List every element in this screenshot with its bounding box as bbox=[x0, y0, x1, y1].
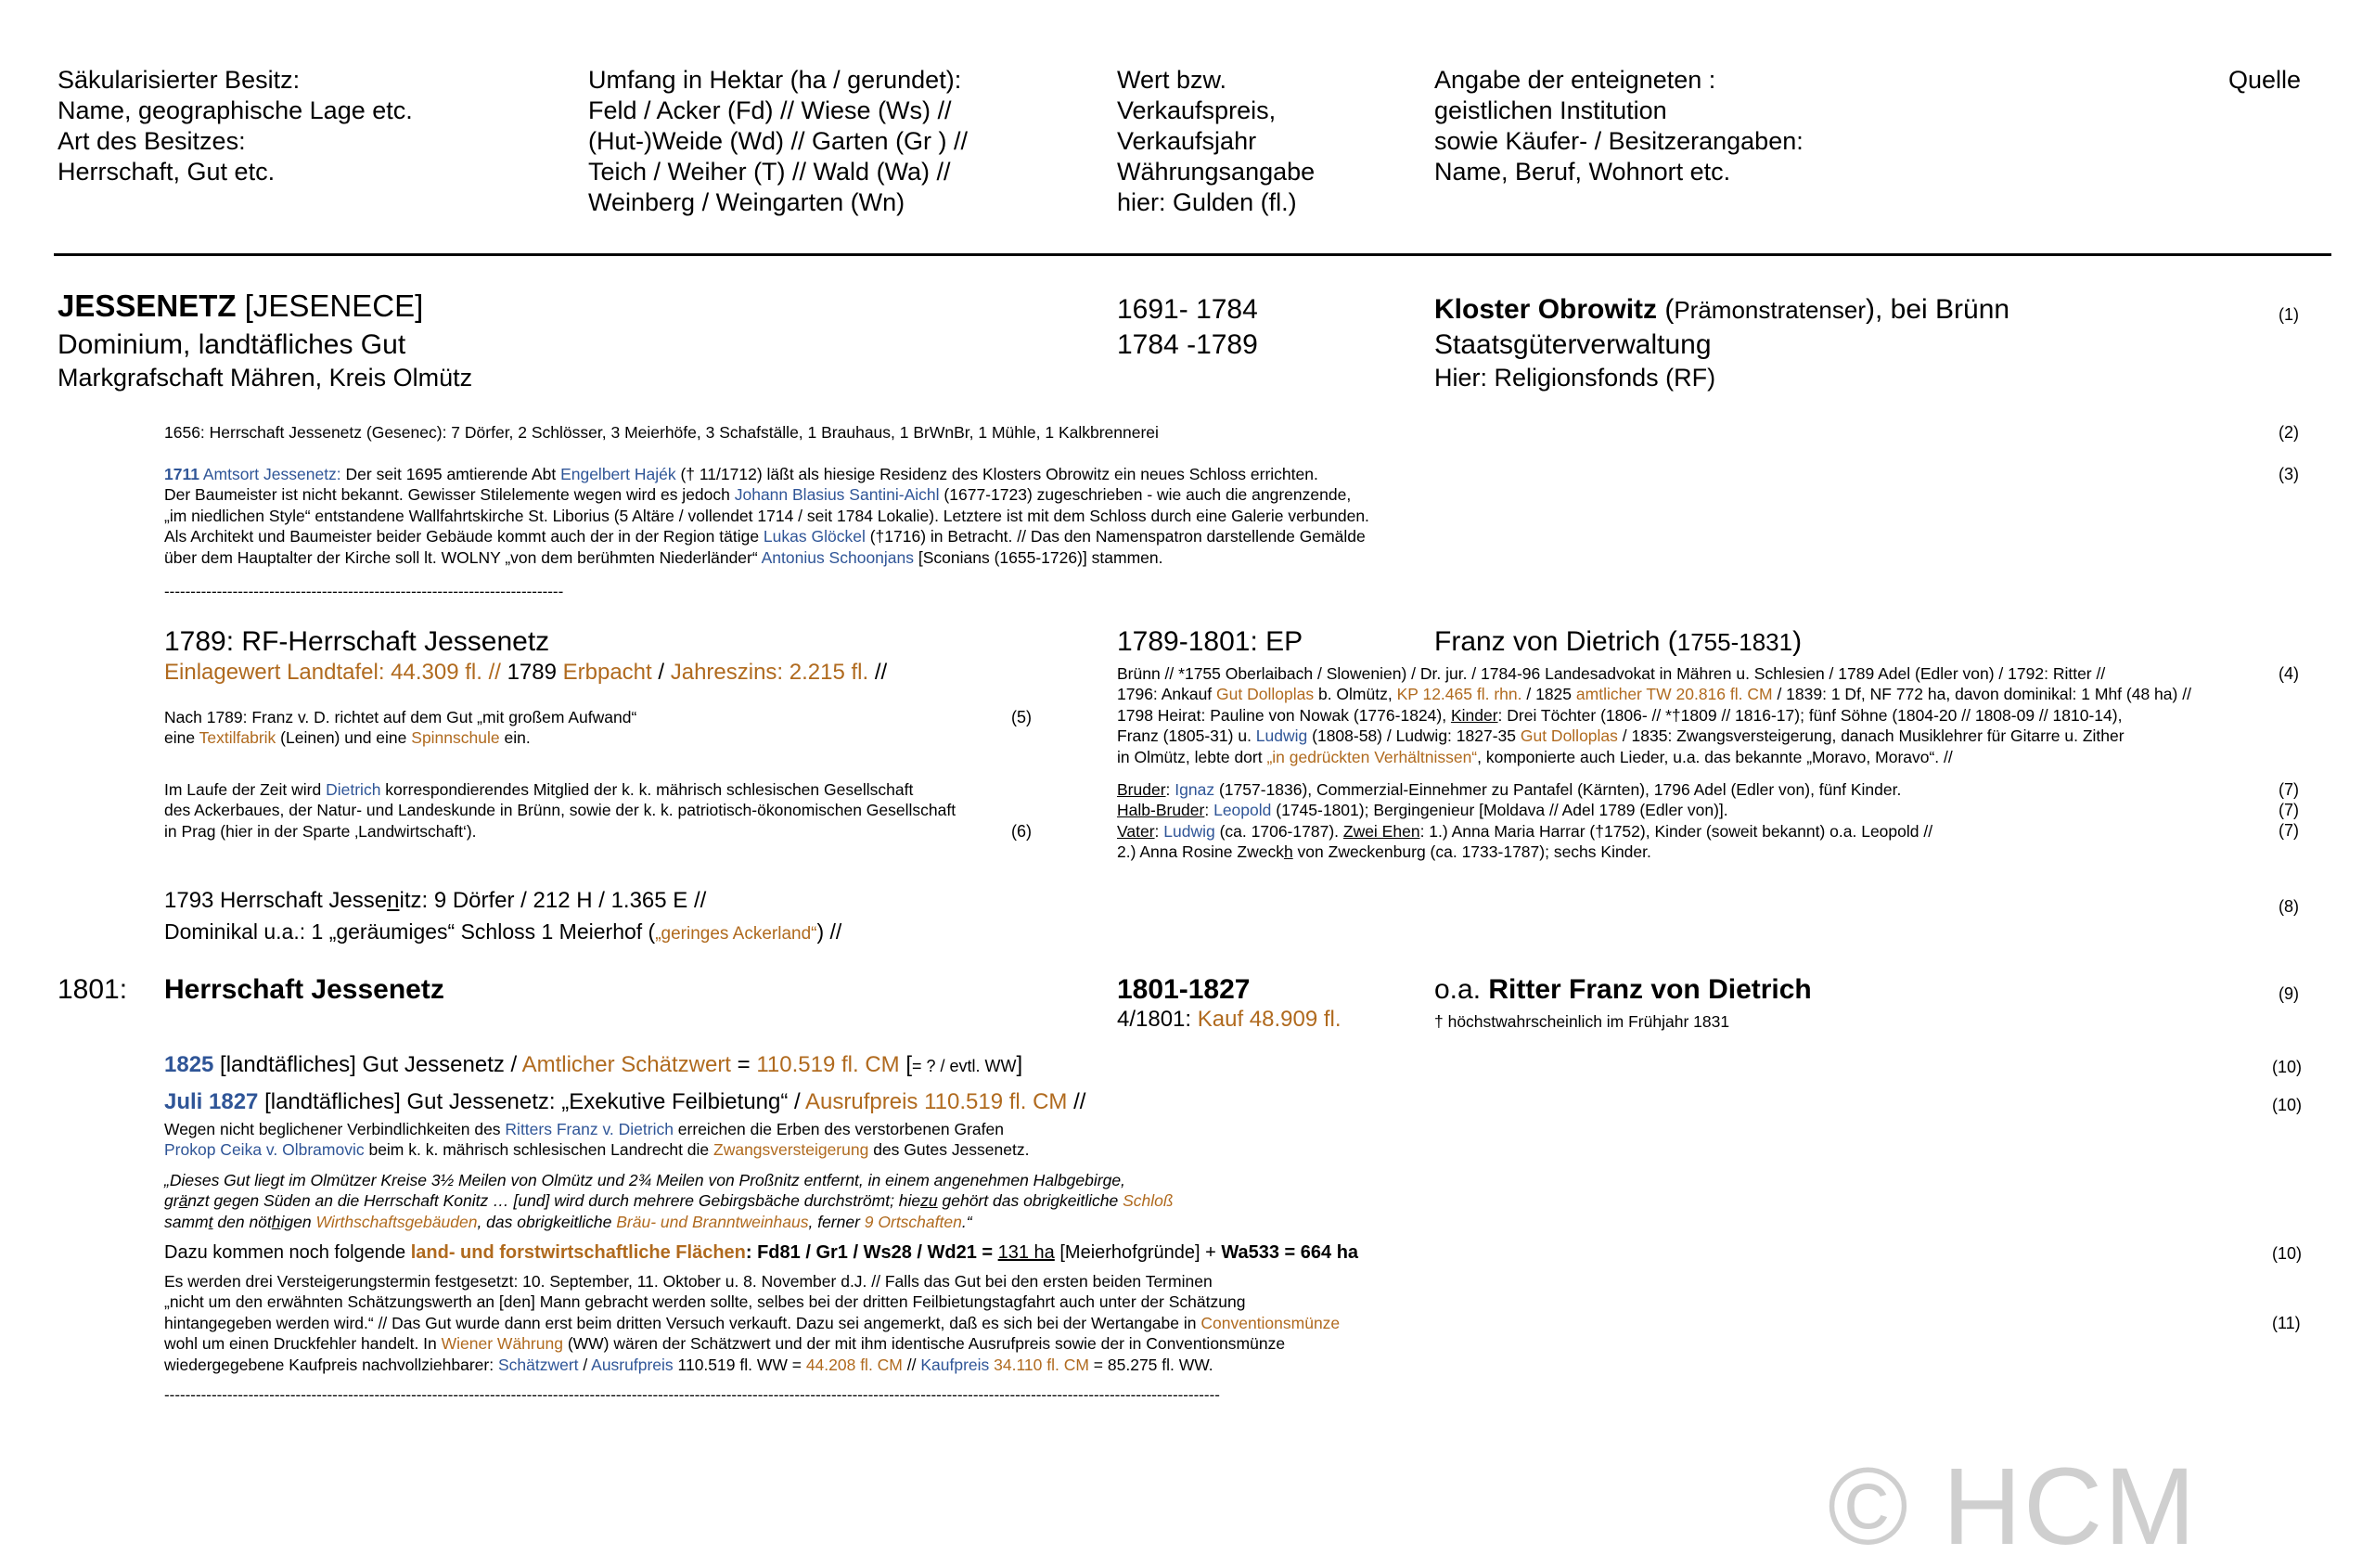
header-line: (Hut-)Weide (Wd) // Garten (Gr ) // bbox=[588, 127, 969, 155]
text: t bbox=[208, 1212, 213, 1231]
section-title-1801: Herrschaft Jessenetz bbox=[164, 974, 444, 1005]
value: Amtlicher Schätzwert bbox=[521, 1052, 731, 1077]
text: wohl um einen Druckfehler handelt. In bbox=[164, 1334, 442, 1354]
header-divider bbox=[54, 253, 2331, 256]
source-ref: (5) bbox=[1011, 708, 1032, 726]
header-line: hier: Gulden (fl.) bbox=[1117, 188, 1297, 216]
value: Conventionsmünze bbox=[1200, 1313, 1341, 1332]
owner-1801 bbox=[1434, 972, 1812, 1008]
source-ref: (7) bbox=[2279, 821, 2299, 840]
text: samm bbox=[164, 1212, 209, 1231]
header-line: Herrschaft, Gut etc. bbox=[58, 158, 276, 186]
institution-name: Kloster Obrowitz bbox=[1434, 294, 1658, 325]
value: 9 Ortschaften bbox=[864, 1212, 962, 1231]
text: ( bbox=[1657, 294, 1675, 325]
owner-1789 bbox=[1434, 624, 1802, 660]
value: Zwangsversteigerung bbox=[713, 1140, 869, 1160]
land-areas bbox=[164, 1240, 1358, 1265]
institution-order: Prämonstratenser bbox=[1674, 296, 1866, 324]
person-name: Ritters Franz v. Dietrich bbox=[505, 1120, 674, 1138]
text: 110.519 fl. WW = bbox=[673, 1355, 806, 1374]
text: = 85.275 fl. WW. bbox=[1088, 1355, 1213, 1374]
text: gr bbox=[164, 1191, 179, 1211]
header-line: Name, geographische Lage etc. bbox=[58, 96, 413, 124]
purchase-1801 bbox=[1117, 1006, 1342, 1034]
person-name: Johann Blasius Santini-Aichl bbox=[734, 485, 940, 505]
text: „nicht um den erwähnten Schätzungswerth an [den] Mann gebracht werden sollte, selbes bei der dritten Feilbietungstagfahrt auch unter der Schätzung bbox=[164, 1292, 1246, 1312]
year: 1711 bbox=[164, 465, 199, 483]
text: ), bei Brünn bbox=[1866, 294, 2010, 325]
text: : bbox=[1204, 801, 1214, 820]
owner-biography bbox=[1117, 663, 2191, 767]
text: Halb-Bruder bbox=[1117, 801, 1205, 820]
text: h bbox=[1283, 842, 1293, 862]
copyright-watermark: © HCM bbox=[1828, 1446, 2198, 1568]
text: : Drei Töchter (1806- // *†1809 // 1816-17); fünf Söhne (1804-20 // 1808-09 // 1810-14), bbox=[1497, 705, 2123, 725]
text: „Dieses Gut liegt im Olmützer Kreise 3½ Meilen von Olmütz und 2¾ Meilen von Proßnitz entfernt, in einem angenehmen Halbgebirge, bbox=[164, 1171, 1125, 1189]
text: n bbox=[387, 888, 400, 913]
period-1: 1691- 1784 bbox=[1117, 294, 1258, 325]
text: / bbox=[578, 1355, 592, 1374]
header-line: Verkaufspreis, bbox=[1117, 96, 1277, 124]
text: [landtäfliches] Gut Jessenetz: „Exekutive Feilbietung“ / bbox=[258, 1089, 806, 1114]
text: Brünn // *1755 Oberlaibach / Slowenien) / Dr. jur. / 1784-96 Landesadvokat in Mähren u. Schlesien / 1789 Adel (Edler von) / 1792: Ritter // bbox=[1117, 664, 2106, 683]
separator-dashes: --------------------------------------------------------------------------------------------------------------------------------------------------------------------------------------------------------- bbox=[164, 1386, 1220, 1404]
text: / 1835: Zwangsversteigerung, danach Musiklehrer für Gitarre u. Zither bbox=[1617, 726, 2125, 746]
estate-type: Dominium, landtäfliches Gut bbox=[58, 329, 406, 360]
source-ref: (3) bbox=[2279, 465, 2299, 483]
text: des Ackerbaues, der Natur- und Landeskunde in Brünn, sowie der k. k. patriotisch-ökonomischen Gesellschaft bbox=[164, 801, 956, 820]
text: des Gutes Jessenetz. bbox=[868, 1140, 1030, 1160]
text: Franz (1805-31) u. bbox=[1117, 726, 1256, 746]
separator-dashes: ---------------------------------------------------------------------------- bbox=[164, 583, 564, 600]
value: Schloß bbox=[1123, 1191, 1174, 1211]
value: Kaufpreis bbox=[920, 1355, 990, 1374]
text: Vater bbox=[1117, 821, 1155, 841]
text: (ca. 1706-1787). bbox=[1214, 821, 1343, 841]
text: : bbox=[1165, 780, 1175, 799]
header-col-quelle: Quelle bbox=[2228, 66, 2302, 94]
value: 34.110 fl. CM bbox=[994, 1355, 1089, 1374]
year: Juli 1827 bbox=[164, 1089, 259, 1114]
text: igen bbox=[280, 1212, 316, 1231]
text: ) bbox=[1792, 626, 1803, 657]
text: beim k. k. mährisch schlesischen Landrecht die bbox=[364, 1140, 714, 1160]
herrschaft-1793 bbox=[164, 887, 706, 915]
person-name: Engelbert Hajék bbox=[560, 465, 676, 483]
text: Der seit 1695 amtierende Abt bbox=[340, 465, 561, 483]
source-ref: (4) bbox=[2279, 664, 2299, 683]
text: (†1716) in Betracht. // Das den Namenspatron darstellende Gemälde bbox=[865, 527, 1366, 546]
header-line: Verkaufsjahr bbox=[1117, 127, 1257, 155]
text: 1798 Heirat: Pauline von Nowak (1776-1824), bbox=[1117, 705, 1451, 725]
text: Wegen nicht beglichener Verbindlichkeiten des bbox=[164, 1120, 506, 1138]
text: b. Olmütz, bbox=[1314, 685, 1397, 704]
text: ä bbox=[178, 1191, 188, 1211]
text: // bbox=[902, 1355, 921, 1374]
institution-1 bbox=[1434, 292, 2009, 328]
year: 1825 bbox=[164, 1052, 214, 1077]
source-ref: (8) bbox=[2279, 897, 2299, 916]
text: (Leinen) und eine bbox=[276, 728, 412, 748]
value: „geringes Ackerland“ bbox=[655, 924, 817, 944]
text: 1793 Herrschaft Jesse bbox=[164, 888, 388, 913]
text: // bbox=[1067, 1089, 1086, 1114]
text: von Zweckenburg (ca. 1733-1787); sechs Kinder. bbox=[1292, 842, 1651, 862]
text: o.a. bbox=[1434, 974, 1489, 1005]
header-line: Säkularisierter Besitz: bbox=[58, 66, 301, 94]
text: [Sconians (1655-1726)] stammen. bbox=[914, 547, 1163, 567]
text: 2.) Anna Rosine Zweck bbox=[1117, 842, 1284, 862]
header-line: Weinberg / Weingarten (Wn) bbox=[588, 188, 905, 216]
person-name: Lukas Glöckel bbox=[763, 527, 866, 546]
value: Jahreszins: 2.215 fl. bbox=[670, 660, 869, 685]
header-line: Wert bzw. bbox=[1117, 66, 1227, 94]
period-1801: 1801-1827 bbox=[1117, 974, 1251, 1005]
value: Schätzwert bbox=[497, 1355, 579, 1374]
header-line: Teich / Weiher (T) // Wald (Wa) // bbox=[588, 158, 951, 186]
text: den nöt bbox=[212, 1212, 272, 1231]
text: , ferner bbox=[808, 1212, 865, 1231]
text: (1757-1836), Commerzial-Einnehmer zu Pantafel (Kärnten), 1796 Adel (Edler von), fünf Kinder. bbox=[1214, 780, 1902, 799]
text: : bbox=[1154, 821, 1164, 841]
note-1656: 1656: Herrschaft Jessenetz (Gesenec): 7 Dörfer, 2 Schlösser, 3 Meierhöfe, 3 Schafställe, 1 Brauhaus, 1 BrWnBr, 1 Mühle, 1 Kalkbrennerei bbox=[164, 423, 1159, 442]
value: Erbpacht bbox=[562, 660, 652, 685]
text: / 1839: 1 Df, NF 772 ha, davon dominikal: 1 Mhf (48 ha) // bbox=[1772, 685, 2191, 704]
text: Es werden drei Versteigerungstermin festgesetzt: 10. September, 11. Oktober u. 8. November d.J. // Falls das Gut bei den ersten beiden Terminen bbox=[164, 1272, 1213, 1291]
header-line: Währungsangabe bbox=[1117, 158, 1316, 186]
text: „im niedlichen Style“ entstandene Wallfahrtskirche St. Liborius (5 Altäre / vollendet 1714 / seit 1784 Lokalie). Letztere ist mit dem Schloss durch eine Galerie verbunden. bbox=[164, 506, 1369, 525]
text: Franz von Dietrich ( bbox=[1434, 626, 1677, 657]
header-col-umfang bbox=[588, 65, 968, 218]
value: „in gedrückten Verhältnissen“ bbox=[1266, 747, 1478, 766]
source-ref: (7) bbox=[2279, 801, 2299, 819]
text: (1808-58) / Ludwig: 1827-35 bbox=[1307, 726, 1521, 746]
text: h bbox=[271, 1212, 281, 1231]
institution-3: Hier: Religionsfonds (RF) bbox=[1434, 364, 1716, 392]
value: Wiener Währung bbox=[441, 1334, 563, 1354]
text: 4/1801: bbox=[1117, 1007, 1198, 1032]
text: Im Laufe der Zeit wird bbox=[164, 780, 327, 799]
header-col-wert bbox=[1117, 65, 1315, 218]
line-1825 bbox=[164, 1051, 1022, 1080]
period-1789: 1789-1801: EP bbox=[1117, 626, 1303, 657]
text: Dazu kommen noch folgende bbox=[164, 1242, 411, 1263]
text: Zwei Ehen bbox=[1342, 821, 1420, 841]
person-name: Prokop Ceika v. Olbramovic bbox=[164, 1140, 365, 1160]
source-ref: (11) bbox=[2272, 1314, 2301, 1332]
text: ] bbox=[1016, 1052, 1023, 1077]
text: itz: 9 Dörfer / 212 H / 1.365 E // bbox=[399, 888, 707, 913]
text: = bbox=[730, 1052, 757, 1077]
text: [ bbox=[899, 1052, 912, 1077]
period-2: 1784 -1789 bbox=[1117, 329, 1258, 360]
text: erreichen die Erben des verstorbenen Grafen bbox=[673, 1120, 1004, 1138]
text: Dominikal u.a.: 1 „geräumiges“ Schloss 1 Meierhof ( bbox=[164, 919, 656, 944]
text: wiedergegebene Kaufpreis nachvollziehbarer: bbox=[164, 1355, 498, 1374]
text: , das obrigkeitliche bbox=[477, 1212, 617, 1231]
text: nzt gegen Süden an die Herrschaft Konitz … [und] wird durch mehrere Gebirgsbäche durchströmt; hie bbox=[187, 1191, 921, 1211]
value: land- und forstwirtschaftliche Flächen bbox=[410, 1242, 746, 1263]
text: : Fd81 / Gr1 / Ws28 / Wd21 = bbox=[745, 1242, 998, 1263]
text: korrespondierendes Mitglied der k. k. mährisch schlesischen Gesellschaft bbox=[380, 780, 914, 799]
value: 131 ha bbox=[997, 1242, 1055, 1263]
header-line: Angabe der enteigneten : bbox=[1434, 66, 1716, 94]
year-1801: 1801: bbox=[58, 974, 128, 1005]
note-1711 bbox=[164, 464, 1369, 568]
text: [landtäfliches] Gut Jessenetz / bbox=[213, 1052, 522, 1077]
text: Kinder bbox=[1450, 705, 1498, 725]
person-name: Leopold bbox=[1213, 801, 1272, 820]
header-line: Feld / Acker (Fd) // Wiese (Ws) // bbox=[588, 96, 952, 124]
text: zu bbox=[920, 1191, 938, 1211]
text: / 1825 bbox=[1521, 685, 1576, 704]
header-col-besitz bbox=[58, 65, 413, 187]
text: Der Baumeister ist nicht bekannt. Gewisser Stilelemente wegen wird es jedoch bbox=[164, 485, 735, 505]
estate-location: Markgrafschaft Mähren, Kreis Olmütz bbox=[58, 364, 473, 392]
text: (WW) wären der Schätzwert und der mit ihm identische Ausrufpreis sowie der in Conventionsmünze bbox=[562, 1334, 1286, 1354]
einlagewert-line bbox=[164, 659, 887, 687]
estate-name-czech: [JESENECE] bbox=[236, 289, 424, 323]
relatives bbox=[1117, 779, 1932, 863]
value: Ausrufpreis 110.519 fl. CM bbox=[805, 1089, 1068, 1114]
text: Nach 1789: Franz v. D. richtet auf dem Gut „mit großem Aufwand“ bbox=[164, 708, 637, 726]
text: (1677-1723) zugeschrieben - wie auch die angrenzende, bbox=[939, 485, 1352, 505]
text: hintangegeben werden wird.“ // Das Gut wurde dann erst beim dritten Versuch verkauft. Dazu sei angemerkt, daß es sich bei der Wertangabe in bbox=[164, 1313, 1201, 1332]
text: Amtsort Jessenetz: bbox=[199, 465, 341, 483]
text: [Meierhofgründe] + bbox=[1054, 1242, 1222, 1263]
auction-dates bbox=[164, 1271, 1340, 1375]
value: KP 12.465 fl. rhn. bbox=[1396, 685, 1522, 704]
source-ref: (10) bbox=[2272, 1244, 2303, 1263]
value: Gut Dolloplas bbox=[1520, 726, 1618, 746]
text: / bbox=[651, 660, 671, 685]
person-name: Ludwig bbox=[1163, 821, 1215, 841]
text: († 11/1712) läßt als hiesige Residenz des Klosters Obrowitz ein neues Schloss errichten. bbox=[675, 465, 1318, 483]
value: Bräu- und Branntweinhaus bbox=[616, 1212, 809, 1231]
value: Spinnschule bbox=[411, 728, 500, 748]
source-ref: (10) bbox=[2272, 1058, 2303, 1076]
value: Textilfabrik bbox=[199, 728, 276, 748]
value: Wirthschaftsgebäuden bbox=[315, 1212, 478, 1231]
header-col-institution bbox=[1434, 65, 1804, 187]
person-name: Dietrich bbox=[326, 780, 381, 799]
value: 44.208 fl. CM bbox=[805, 1355, 903, 1374]
source-ref: (6) bbox=[1011, 822, 1032, 841]
text: // bbox=[868, 660, 888, 685]
text: ein. bbox=[499, 728, 531, 748]
value: Ausrufpreis bbox=[591, 1355, 674, 1374]
value: Gut Dolloplas bbox=[1216, 685, 1315, 704]
source-ref: (2) bbox=[2279, 423, 2299, 442]
text: : 1.) Anna Maria Harrar (†1752), Kinder (soweit bekannt) o.a. Leopold // bbox=[1419, 821, 1933, 841]
quote-description bbox=[164, 1170, 1174, 1232]
text: , komponierte auch Lieder, u.a. das bekannte „Moravo, Moravo“. // bbox=[1477, 747, 1953, 766]
person-name: Antonius Schoonjans bbox=[761, 547, 915, 567]
text: ) // bbox=[816, 919, 842, 944]
value: 110.519 fl. CM bbox=[756, 1052, 900, 1077]
value: Einlagewert Landtafel: 44.309 fl. // bbox=[164, 660, 501, 685]
text: Bruder bbox=[1117, 780, 1166, 799]
estate-name: JESSENETZ bbox=[58, 289, 237, 323]
header-line: Name, Beruf, Wohnort etc. bbox=[1434, 158, 1731, 186]
section-title-1789: 1789: RF-Herrschaft Jessenetz bbox=[164, 626, 550, 657]
person-name: Ludwig bbox=[1255, 726, 1308, 746]
header-line: Umfang in Hektar (ha / gerundet): bbox=[588, 66, 962, 94]
dominikal-1793 bbox=[164, 918, 841, 948]
estate-title bbox=[58, 288, 423, 325]
text: in Olmütz, lebte dort bbox=[1117, 747, 1267, 766]
source-ref: (1) bbox=[2279, 305, 2299, 324]
note-society bbox=[164, 779, 956, 842]
header-line: Art des Besitzes: bbox=[58, 127, 246, 155]
source-ref: (9) bbox=[2279, 984, 2299, 1003]
death-note: † höchstwahrscheinlich im Frühjahr 1831 bbox=[1434, 1012, 1730, 1031]
value: Kauf 48.909 fl. bbox=[1197, 1007, 1342, 1032]
text: 1789 bbox=[500, 660, 563, 685]
value: amtlicher TW 20.816 fl. CM bbox=[1575, 685, 1773, 704]
text: über dem Hauptalter der Kirche soll lt. WOLNY „von dem berühmten Niederländer“ bbox=[164, 547, 762, 567]
text: Als Architekt und Baumeister beider Gebäude kommt auch der in der Region tätige bbox=[164, 527, 764, 546]
person-name: Ignaz bbox=[1175, 780, 1215, 799]
person-name: Ritter Franz von Dietrich bbox=[1488, 974, 1812, 1005]
text: gehört das obrigkeitliche bbox=[937, 1191, 1123, 1211]
note-textile bbox=[164, 707, 636, 749]
header-line: geistlichen Institution bbox=[1434, 96, 1667, 124]
value: Wa533 = 664 ha bbox=[1221, 1242, 1359, 1263]
text: = ? / evtl. WW bbox=[912, 1057, 1017, 1075]
institution-2: Staatsgüterverwaltung bbox=[1434, 329, 1712, 360]
text: 1796: Ankauf bbox=[1117, 685, 1217, 704]
text: .“ bbox=[961, 1212, 972, 1231]
source-ref: (10) bbox=[2272, 1096, 2303, 1114]
text: eine bbox=[164, 728, 199, 748]
text: (1745-1801); Bergingenieur [Moldava // Adel 1789 (Edler von)]. bbox=[1271, 801, 1728, 820]
source-ref: (7) bbox=[2279, 780, 2299, 799]
line-1827 bbox=[164, 1088, 1085, 1116]
text: in Prag (hier in der Sparte ‚Landwirtschaft‘). bbox=[164, 821, 477, 841]
header-line: sowie Käufer- / Besitzerangaben: bbox=[1434, 127, 1804, 155]
lifespan: 1755-1831 bbox=[1676, 628, 1793, 656]
auction-reason bbox=[164, 1119, 1029, 1161]
